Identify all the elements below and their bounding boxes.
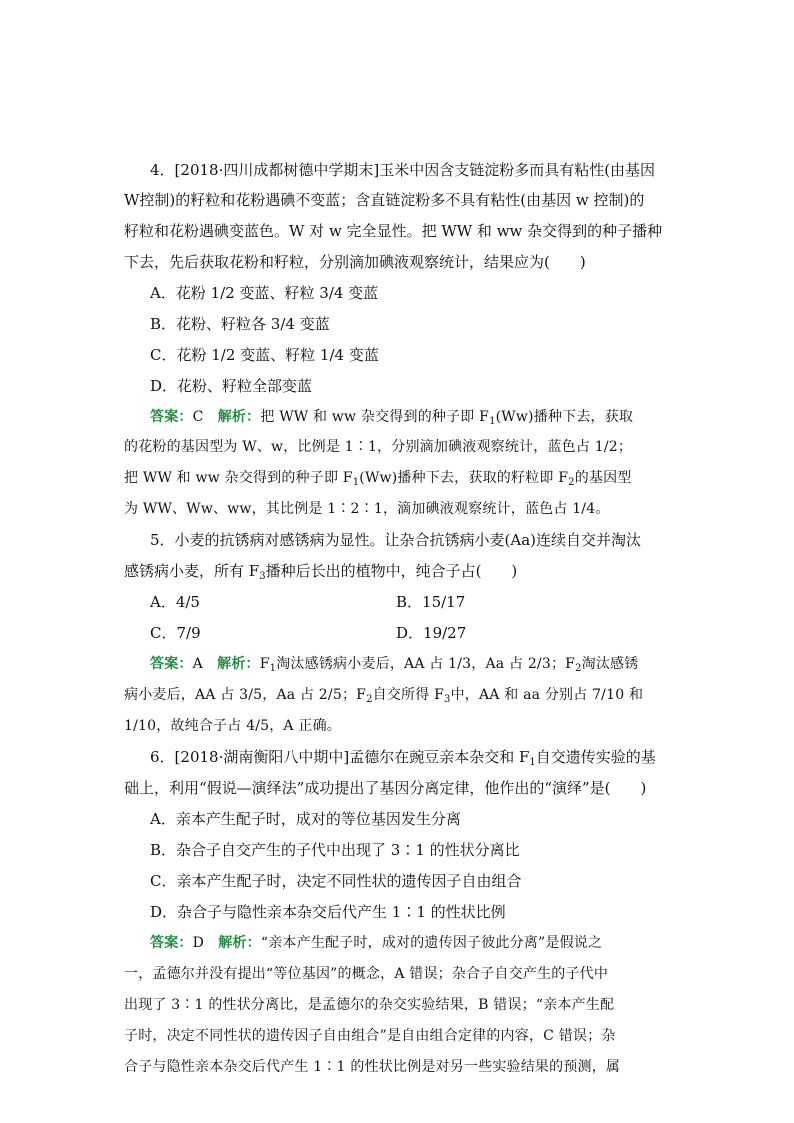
subscript: 3 [259, 571, 266, 581]
q4-answer-line-1 [150, 407, 672, 427]
q6-stem-line-1 [150, 747, 672, 767]
subscript: 1 [269, 663, 277, 674]
stem-text: 自交遗传实验的基 [535, 748, 656, 766]
q6-stem-line-2: 础上，利用“假说—演绎法”成功提出了基因分离定律，他作出的“演绎”是( ) [124, 779, 647, 797]
q5-option-a: A．4/5 [150, 593, 200, 611]
q4-stem-line-2: W控制)的籽粒和花粉遇碘不变蓝；含直链淀粉多不具有粘性(由基因 w 控制)的 [124, 191, 645, 209]
analysis-label: 解析： [217, 409, 261, 425]
q4-option-d: D．花粉、籽粒全部变蓝 [150, 377, 313, 395]
analysis-text: 病小麦后，AA 占 3/5，Aa 占 2/5；F [124, 687, 367, 703]
analysis-text: (Ww)播种下去，获取的籽粒即 F [359, 470, 569, 486]
analysis-text: 的基因型 [574, 470, 632, 486]
subscript: 1 [489, 416, 496, 427]
subscript: 1 [352, 477, 360, 488]
q4-option-b: B．花粉、籽粒各 3/4 变蓝 [150, 315, 330, 333]
subscript: 3 [444, 694, 451, 705]
q6-option-b: B．杂合子自交产生的子代中出现了 3∶1 的性状分离比 [150, 841, 520, 859]
answer-letter: C [192, 409, 204, 425]
q4-option-c: C．花粉 1/2 变蓝、籽粒 1/4 变蓝 [150, 346, 379, 364]
analysis-text: 中，AA 和 aa 分别占 7/10 和 [450, 687, 644, 703]
analysis-label: 解析： [217, 656, 260, 672]
q6-option-c: C．亲本产生配子时，决定不同性状的遗传因子自由组合 [150, 872, 522, 890]
q4-analysis-line-4: 为 WW、Ww、ww，其比例是 1∶2∶1，滴加碘液观察统计，蓝色占 1/4。 [124, 501, 610, 517]
q6-analysis-line-4: 子时，决定不同性状的遗传因子自由组合”是自由组合定律的内容，C 错误；杂 [124, 1028, 616, 1044]
answer-letter: A [192, 656, 203, 672]
subscript: 2 [568, 477, 575, 488]
q5-stem-line-2 [124, 561, 672, 581]
analysis-text: 淘汰感锈病小麦后，AA 占 1/3，Aa 占 2/3；F [276, 656, 576, 672]
analysis-label: 解析： [218, 935, 261, 951]
q5-options-row-1 [150, 592, 672, 612]
q5-analysis-line-3: 1/10，故纯合子占 4/5，A 正确。 [124, 718, 341, 734]
stem-text: 播种后长出的植物中，纯合子占( ) [265, 562, 518, 580]
q5-option-c: C．7/9 [150, 624, 201, 642]
q4-stem-line-3: 籽粒和花粉遇碘变蓝色。W 对 w 完全显性。把 WW 和 ww 杂交得到的种子播种 [124, 222, 663, 240]
q4-option-a: A．花粉 1/2 变蓝、籽粒 3/4 变蓝 [150, 284, 379, 302]
q4-analysis-line-2: 的花粉的基因型为 W、w，比例是 1∶1，分别滴加碘液观察统计，蓝色占 1/2； [124, 439, 633, 455]
answer-label: 答案： [150, 935, 193, 951]
answer-letter: D [192, 935, 205, 951]
q5-options-row-2 [150, 623, 672, 643]
analysis-text: (Ww)播种下去，获取 [495, 409, 634, 425]
q6-analysis-line-5: 合子与隐性亲本杂交后代产生 1∶1 的性状比例是对另一些实验结果的预测，属 [124, 1059, 621, 1075]
analysis-text: 自交所得 F [372, 687, 444, 703]
answer-label: 答案： [150, 409, 193, 425]
q6-option-d: D．杂合子与隐性亲本杂交后代产生 1∶1 的性状比例 [150, 903, 506, 921]
q6-analysis-line-3: 出现了 3∶1 的性状分离比，是孟德尔的杂交实验结果，B 错误；“亲本产生配 [124, 997, 615, 1013]
subscript: 1 [529, 757, 536, 767]
q5-answer-line-1 [150, 654, 672, 674]
analysis-text: 把 WW 和 ww 杂交得到的种子即 F [260, 409, 490, 425]
q4-analysis-line-3 [124, 468, 672, 488]
analysis-text: F [259, 656, 270, 672]
q4-stem-line-4: 下去，先后获取花粉和籽粒，分别滴加碘液观察统计，结果应为( ) [124, 253, 586, 271]
analysis-text: 淘汰感锈 [581, 656, 639, 672]
subscript: 2 [366, 694, 373, 705]
q6-analysis-line-2: 一，孟德尔并没有提出“等位基因”的概念，A 错误；杂合子自交产生的子代中 [124, 966, 609, 982]
q6-answer-line-1 [150, 933, 672, 953]
answer-label: 答案： [150, 656, 193, 672]
q6-option-a: A．亲本产生配子时，成对的等位基因发生分离 [150, 810, 461, 828]
subscript: 2 [575, 663, 582, 674]
q5-stem-line-1: 5．小麦的抗锈病对感锈病为显性。让杂合抗锈病小麦(Aa)连续自交并淘汰 [150, 531, 642, 549]
stem-text: 感锈病小麦，所有 F [124, 562, 260, 580]
q5-analysis-line-2 [124, 685, 672, 705]
stem-text: 6．[2018·湖南衡阳八中期中]孟德尔在豌豆亲本杂交和 F [150, 748, 530, 766]
q5-option-b: B．15/17 [396, 593, 466, 611]
analysis-text: 把 WW 和 ww 杂交得到的种子即 F [124, 470, 353, 486]
analysis-text: “亲本产生配子时，成对的遗传因子彼此分离”是假说之 [260, 935, 603, 951]
q4-stem-line-1: 4．[2018·四川成都树德中学期末]玉米中因含支链淀粉多而具有粘性(由基因 [150, 161, 656, 179]
q5-option-d: D．19/27 [396, 624, 467, 642]
